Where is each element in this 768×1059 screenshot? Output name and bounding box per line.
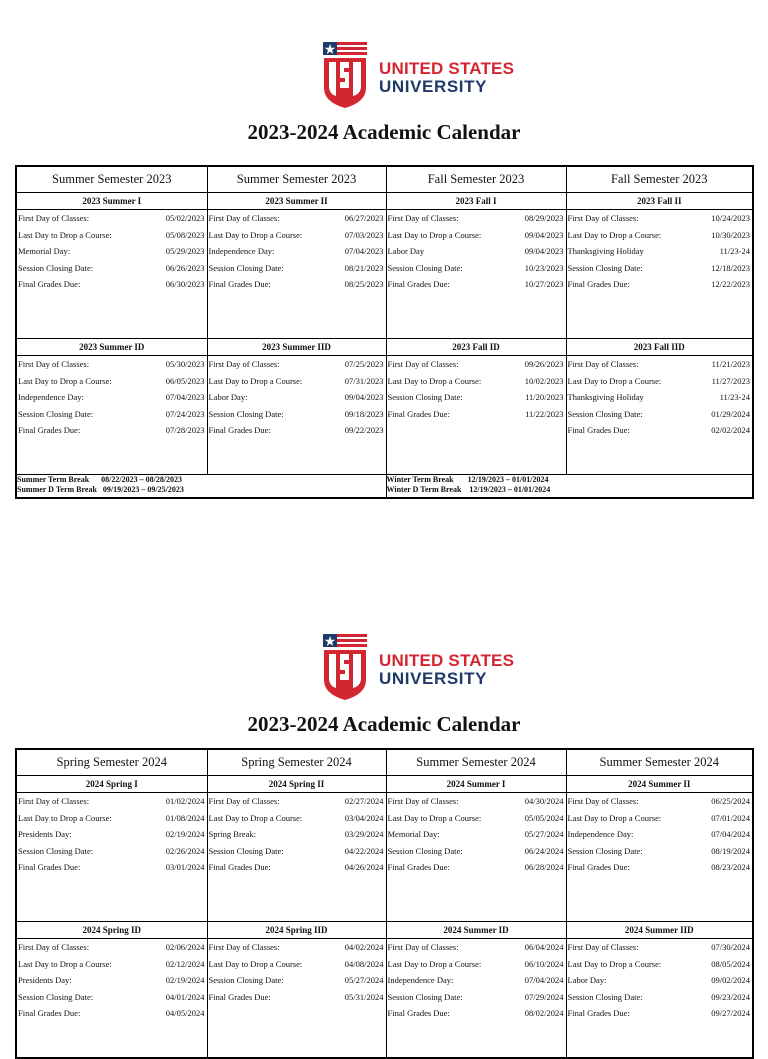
semester-header: Fall Semester 2023 xyxy=(386,166,566,193)
date-row xyxy=(567,859,753,876)
date-value: 02/27/2024 xyxy=(344,796,384,806)
date-row xyxy=(567,356,753,373)
date-row xyxy=(17,826,207,843)
date-value: 08/21/2023 xyxy=(344,262,384,273)
date-value: 02/12/2024 xyxy=(165,958,205,969)
brand-line-2: UNIVERSITY xyxy=(379,77,488,96)
semester-header: Summer Semester 2023 xyxy=(207,166,386,193)
university-logo xyxy=(321,40,521,110)
date-value: 07/04/2023 xyxy=(344,246,384,256)
date-label: Final Grades Due: xyxy=(387,862,450,872)
date-label: Last Day to Drop a Course: xyxy=(567,229,662,240)
date-value: 08/05/2024 xyxy=(711,958,750,969)
date-row xyxy=(567,243,753,260)
break-line: Summer D Term Break 09/19/2023 – 09/25/2023 xyxy=(17,485,184,494)
date-label: Final Grades Due: xyxy=(18,279,81,289)
date-label: Last Day to Drop a Course: xyxy=(387,958,482,969)
date-value: 02/02/2024 xyxy=(711,425,750,435)
date-value: 10/30/2023 xyxy=(711,229,750,240)
date-row xyxy=(567,260,753,277)
date-label: Final Grades Due: xyxy=(18,1008,81,1018)
term-header: 2024 Summer ID xyxy=(387,922,566,939)
date-label: Thanksgiving Holiday xyxy=(567,246,644,256)
date-row xyxy=(208,356,386,373)
term-cell xyxy=(566,193,753,339)
date-row xyxy=(17,356,207,373)
date-value: 07/04/2023 xyxy=(165,392,205,402)
date-row xyxy=(387,1005,566,1022)
calendar-table xyxy=(15,165,754,499)
date-row xyxy=(208,389,386,406)
date-label: Last Day to Drop a Course: xyxy=(567,812,662,823)
date-label: Last Day to Drop a Course: xyxy=(18,375,112,386)
date-row xyxy=(17,1005,207,1022)
date-value: 07/31/2023 xyxy=(344,375,384,386)
date-row xyxy=(208,260,386,277)
date-label: Last Day to Drop a Course: xyxy=(208,229,303,240)
date-row xyxy=(208,227,386,244)
date-row xyxy=(17,243,207,260)
semester-header: Spring Semester 2024 xyxy=(207,749,386,776)
date-label: Session Closing Date: xyxy=(18,991,94,1002)
usu-shield-icon xyxy=(321,632,371,702)
date-value: 12/18/2023 xyxy=(711,262,750,273)
date-label: Session Closing Date: xyxy=(18,408,94,419)
date-value: 07/28/2023 xyxy=(165,425,205,435)
date-value: 03/01/2024 xyxy=(165,862,205,872)
date-label: Independence Day: xyxy=(18,392,84,402)
date-label: First Day of Classes: xyxy=(387,359,459,369)
date-label: Last Day to Drop a Course: xyxy=(208,375,303,386)
term-cell xyxy=(207,922,386,1059)
date-label: Final Grades Due: xyxy=(208,991,271,1002)
break-line: Summer Term Break 08/22/2023 – 08/28/2023 xyxy=(17,475,183,484)
university-logo xyxy=(321,632,521,702)
date-value: 09/04/2023 xyxy=(344,392,384,402)
date-value: 10/24/2023 xyxy=(711,213,750,223)
date-value: 04/22/2024 xyxy=(344,845,384,856)
break-line: Winter Term Break 12/19/2023 – 01/01/2024 xyxy=(386,475,549,484)
date-value: 08/23/2024 xyxy=(711,862,750,872)
date-label: Last Day to Drop a Course: xyxy=(18,812,112,823)
term-header: 2024 Spring II xyxy=(208,776,386,793)
date-row xyxy=(387,260,566,277)
date-label: Final Grades Due: xyxy=(567,862,630,872)
date-label: First Day of Classes: xyxy=(567,359,639,369)
date-row xyxy=(208,810,386,827)
date-value: 02/26/2024 xyxy=(165,845,205,856)
semester-header: Summer Semester 2023 xyxy=(16,166,207,193)
date-value: 06/28/2024 xyxy=(524,862,564,872)
date-value: 09/04/2023 xyxy=(524,246,564,256)
date-value: 11/23-24 xyxy=(719,246,750,256)
date-row xyxy=(567,276,753,293)
date-value: 11/20/2023 xyxy=(525,392,564,402)
date-label: First Day of Classes: xyxy=(208,942,280,952)
date-label: Session Closing Date: xyxy=(208,408,284,419)
date-row xyxy=(387,406,566,423)
date-row xyxy=(208,843,386,860)
date-value: 09/18/2023 xyxy=(344,408,384,419)
date-value: 08/02/2024 xyxy=(524,1008,564,1018)
date-value: 07/01/2024 xyxy=(711,812,750,823)
date-label: Session Closing Date: xyxy=(18,262,94,273)
date-row xyxy=(387,373,566,390)
term-header: 2023 Summer ID xyxy=(17,339,207,356)
date-row xyxy=(208,243,386,260)
date-value: 05/31/2024 xyxy=(344,991,384,1002)
term-cell xyxy=(386,922,566,1059)
date-row xyxy=(387,793,566,810)
term-cell xyxy=(566,922,753,1059)
date-label: Session Closing Date: xyxy=(567,262,643,273)
date-label: Last Day to Drop a Course: xyxy=(208,958,303,969)
date-label: Presidents Day: xyxy=(18,975,72,985)
date-label: Session Closing Date: xyxy=(567,845,643,856)
brand-line-1: UNITED STATES xyxy=(379,59,515,78)
date-label: Independence Day: xyxy=(208,246,275,256)
date-label: First Day of Classes: xyxy=(18,359,90,369)
term-header: 2023 Fall I xyxy=(387,193,566,210)
date-label: First Day of Classes: xyxy=(567,942,639,952)
date-value: 04/01/2024 xyxy=(165,991,205,1002)
date-value: 08/19/2024 xyxy=(711,845,750,856)
semester-header: Spring Semester 2024 xyxy=(16,749,207,776)
date-label: Labor Day: xyxy=(208,392,248,402)
date-label: Last Day to Drop a Course: xyxy=(387,375,482,386)
date-label: Final Grades Due: xyxy=(567,279,630,289)
date-label: Session Closing Date: xyxy=(387,845,463,856)
date-value: 05/08/2023 xyxy=(165,229,205,240)
date-row xyxy=(17,406,207,423)
date-label: Spring Break: xyxy=(208,829,256,839)
date-value: 02/19/2024 xyxy=(165,829,205,839)
term-cell xyxy=(207,193,386,339)
date-row xyxy=(387,227,566,244)
date-value: 08/25/2023 xyxy=(344,279,384,289)
date-row xyxy=(17,227,207,244)
date-row xyxy=(567,843,753,860)
date-value: 09/23/2024 xyxy=(711,991,750,1002)
date-value: 06/27/2023 xyxy=(344,213,384,223)
date-label: Final Grades Due: xyxy=(208,425,271,435)
date-value: 09/04/2023 xyxy=(524,229,564,240)
date-label: First Day of Classes: xyxy=(387,942,459,952)
break-line: Winter D Term Break 12/19/2023 – 01/01/2024 xyxy=(386,485,551,494)
date-value: 10/02/2023 xyxy=(524,375,564,386)
date-row xyxy=(17,939,207,956)
date-row xyxy=(567,793,753,810)
term-cell xyxy=(566,776,753,922)
date-label: Final Grades Due: xyxy=(567,1008,630,1018)
semester-header: Summer Semester 2024 xyxy=(566,749,753,776)
date-row xyxy=(387,356,566,373)
date-row xyxy=(387,972,566,989)
semester-header: Fall Semester 2023 xyxy=(566,166,753,193)
date-row xyxy=(567,1005,753,1022)
term-cell xyxy=(207,339,386,475)
date-row xyxy=(387,810,566,827)
date-value: 02/19/2024 xyxy=(165,975,205,985)
date-row xyxy=(567,989,753,1006)
date-row xyxy=(208,422,386,439)
date-label: First Day of Classes: xyxy=(567,796,639,806)
page-title: 2023-2024 Academic Calendar xyxy=(247,712,521,736)
date-row xyxy=(17,260,207,277)
break-dates-cell xyxy=(16,475,386,499)
term-cell xyxy=(386,776,566,922)
date-value: 06/25/2024 xyxy=(711,796,750,806)
date-label: Final Grades Due: xyxy=(18,425,81,435)
date-row xyxy=(17,956,207,973)
date-label: Memorial Day: xyxy=(18,246,71,256)
semester-header: Summer Semester 2024 xyxy=(386,749,566,776)
term-cell xyxy=(566,339,753,475)
date-value: 11/21/2023 xyxy=(711,359,750,369)
date-row xyxy=(17,989,207,1006)
date-value: 05/30/2023 xyxy=(165,359,205,369)
date-value: 07/24/2023 xyxy=(165,408,205,419)
date-value: 11/23-24 xyxy=(719,392,750,402)
brand-line-1: UNITED STATES xyxy=(379,651,515,670)
date-row xyxy=(567,373,753,390)
date-row xyxy=(208,826,386,843)
term-header: 2024 Summer IID xyxy=(567,922,753,939)
date-label: Last Day to Drop a Course: xyxy=(567,958,662,969)
date-label: Final Grades Due: xyxy=(18,862,81,872)
date-value: 09/27/2024 xyxy=(711,1008,750,1018)
date-value: 09/26/2023 xyxy=(524,359,564,369)
date-label: First Day of Classes: xyxy=(387,796,459,806)
date-value: 05/27/2024 xyxy=(344,975,384,985)
date-value: 07/25/2023 xyxy=(344,359,384,369)
term-header: 2023 Fall IID xyxy=(567,339,753,356)
date-row xyxy=(567,972,753,989)
date-value: 09/02/2024 xyxy=(711,975,750,985)
term-header: 2024 Summer II xyxy=(567,776,753,793)
date-value: 07/29/2024 xyxy=(524,991,564,1002)
date-value: 04/05/2024 xyxy=(165,1008,205,1018)
brand-wordmark xyxy=(379,60,514,95)
calendar-table xyxy=(15,748,754,1059)
date-label: Session Closing Date: xyxy=(387,991,463,1002)
date-label: Last Day to Drop a Course: xyxy=(387,229,482,240)
term-header: 2024 Spring ID xyxy=(17,922,207,939)
date-value: 02/06/2024 xyxy=(165,942,205,952)
date-label: First Day of Classes: xyxy=(18,942,90,952)
date-row xyxy=(208,939,386,956)
date-row xyxy=(567,389,753,406)
date-row xyxy=(208,989,386,1006)
date-label: Last Day to Drop a Course: xyxy=(208,812,303,823)
date-row xyxy=(208,276,386,293)
date-row xyxy=(208,373,386,390)
date-row xyxy=(17,373,207,390)
date-value: 10/27/2023 xyxy=(524,279,564,289)
date-row xyxy=(387,843,566,860)
date-value: 06/10/2024 xyxy=(524,958,564,969)
date-label: Final Grades Due: xyxy=(567,425,630,435)
date-label: Independence Day: xyxy=(567,829,634,839)
term-header: 2024 Spring IID xyxy=(208,922,386,939)
date-row xyxy=(17,972,207,989)
date-row xyxy=(208,406,386,423)
date-value: 05/29/2023 xyxy=(165,246,205,256)
date-value: 07/04/2024 xyxy=(524,975,564,985)
date-value: 04/02/2024 xyxy=(344,942,384,952)
date-row xyxy=(17,210,207,227)
date-row xyxy=(567,939,753,956)
date-label: Final Grades Due: xyxy=(208,279,271,289)
date-label: First Day of Classes: xyxy=(208,359,280,369)
date-label: Last Day to Drop a Course: xyxy=(387,812,482,823)
date-value: 12/22/2023 xyxy=(711,279,750,289)
date-label: Session Closing Date: xyxy=(208,845,284,856)
date-label: Session Closing Date: xyxy=(18,845,94,856)
date-row xyxy=(387,956,566,973)
date-label: Final Grades Due: xyxy=(387,1008,450,1018)
date-label: Last Day to Drop a Course: xyxy=(567,375,662,386)
date-row xyxy=(387,276,566,293)
term-cell xyxy=(16,339,207,475)
date-label: First Day of Classes: xyxy=(387,213,459,223)
date-value: 04/26/2024 xyxy=(344,862,384,872)
date-row xyxy=(208,210,386,227)
term-header: 2023 Summer I xyxy=(17,193,207,210)
term-cell xyxy=(16,193,207,339)
date-label: Final Grades Due: xyxy=(208,862,271,872)
brand-wordmark xyxy=(379,652,514,687)
term-cell xyxy=(16,922,207,1059)
date-row xyxy=(387,826,566,843)
date-row xyxy=(567,227,753,244)
date-value: 06/05/2023 xyxy=(165,375,205,386)
term-header: 2023 Fall ID xyxy=(387,339,566,356)
date-label: Last Day to Drop a Course: xyxy=(18,229,112,240)
date-row xyxy=(567,956,753,973)
date-value: 05/05/2024 xyxy=(524,812,564,823)
date-label: First Day of Classes: xyxy=(208,213,280,223)
term-header: 2024 Summer I xyxy=(387,776,566,793)
date-row xyxy=(17,276,207,293)
date-label: Session Closing Date: xyxy=(567,991,643,1002)
date-row xyxy=(387,939,566,956)
date-value: 06/26/2023 xyxy=(165,262,205,273)
date-value: 11/27/2023 xyxy=(711,375,750,386)
brand-line-2: UNIVERSITY xyxy=(379,669,488,688)
date-row xyxy=(567,826,753,843)
date-value: 03/29/2024 xyxy=(344,829,384,839)
term-cell xyxy=(207,776,386,922)
date-row xyxy=(208,859,386,876)
date-label: Session Closing Date: xyxy=(387,262,463,273)
term-cell xyxy=(16,776,207,922)
date-label: First Day of Classes: xyxy=(18,796,90,806)
term-cell xyxy=(386,339,566,475)
term-header: 2023 Summer IID xyxy=(208,339,386,356)
date-value: 01/02/2024 xyxy=(165,796,205,806)
date-label: Session Closing Date: xyxy=(208,975,284,985)
date-value: 01/29/2024 xyxy=(711,408,750,419)
date-label: Memorial Day: xyxy=(387,829,440,839)
date-row xyxy=(208,956,386,973)
date-label: Session Closing Date: xyxy=(387,392,463,402)
date-row xyxy=(567,210,753,227)
date-label: Session Closing Date: xyxy=(208,262,284,273)
date-label: Last Day to Drop a Course: xyxy=(18,958,112,969)
date-row xyxy=(567,810,753,827)
date-label: Final Grades Due: xyxy=(387,279,450,289)
date-row xyxy=(387,243,566,260)
term-header: 2023 Summer II xyxy=(208,193,386,210)
date-row xyxy=(567,406,753,423)
break-dates-cell xyxy=(386,475,753,499)
date-row xyxy=(387,389,566,406)
date-value: 04/30/2024 xyxy=(524,796,564,806)
date-value: 01/08/2024 xyxy=(165,812,205,823)
page-title: 2023-2024 Academic Calendar xyxy=(247,120,521,144)
date-label: Thanksgiving Holiday xyxy=(567,392,644,402)
date-label: Presidents Day: xyxy=(18,829,72,839)
date-row xyxy=(17,793,207,810)
date-label: First Day of Classes: xyxy=(208,796,280,806)
date-value: 05/02/2023 xyxy=(165,213,205,223)
date-value: 07/04/2024 xyxy=(711,829,750,839)
date-label: Independence Day: xyxy=(387,975,454,985)
date-row xyxy=(208,793,386,810)
term-header: 2024 Spring I xyxy=(17,776,207,793)
date-value: 07/30/2024 xyxy=(711,942,750,952)
date-value: 03/04/2024 xyxy=(344,812,384,823)
date-label: First Day of Classes: xyxy=(567,213,639,223)
date-value: 05/27/2024 xyxy=(524,829,564,839)
date-value: 06/30/2023 xyxy=(165,279,205,289)
date-value: 06/24/2024 xyxy=(524,845,564,856)
date-row xyxy=(17,843,207,860)
date-row xyxy=(17,422,207,439)
date-row xyxy=(387,859,566,876)
usu-shield-icon xyxy=(321,40,371,110)
term-header: 2023 Fall II xyxy=(567,193,753,210)
date-row xyxy=(17,389,207,406)
date-label: Final Grades Due: xyxy=(387,408,450,419)
term-cell xyxy=(386,193,566,339)
date-value: 06/04/2024 xyxy=(524,942,564,952)
date-row xyxy=(387,989,566,1006)
date-value: 09/22/2023 xyxy=(344,425,384,435)
date-label: Labor Day: xyxy=(567,975,607,985)
date-label: Session Closing Date: xyxy=(567,408,643,419)
date-label: First Day of Classes: xyxy=(18,213,90,223)
date-label: Labor Day xyxy=(387,246,425,256)
date-row xyxy=(208,972,386,989)
date-row xyxy=(567,422,753,439)
date-row xyxy=(387,210,566,227)
date-value: 10/23/2023 xyxy=(524,262,564,273)
date-value: 04/08/2024 xyxy=(344,958,384,969)
date-row xyxy=(17,859,207,876)
date-row xyxy=(17,810,207,827)
date-value: 07/03/2023 xyxy=(344,229,384,240)
date-value: 11/22/2023 xyxy=(525,408,564,419)
date-value: 08/29/2023 xyxy=(524,213,564,223)
